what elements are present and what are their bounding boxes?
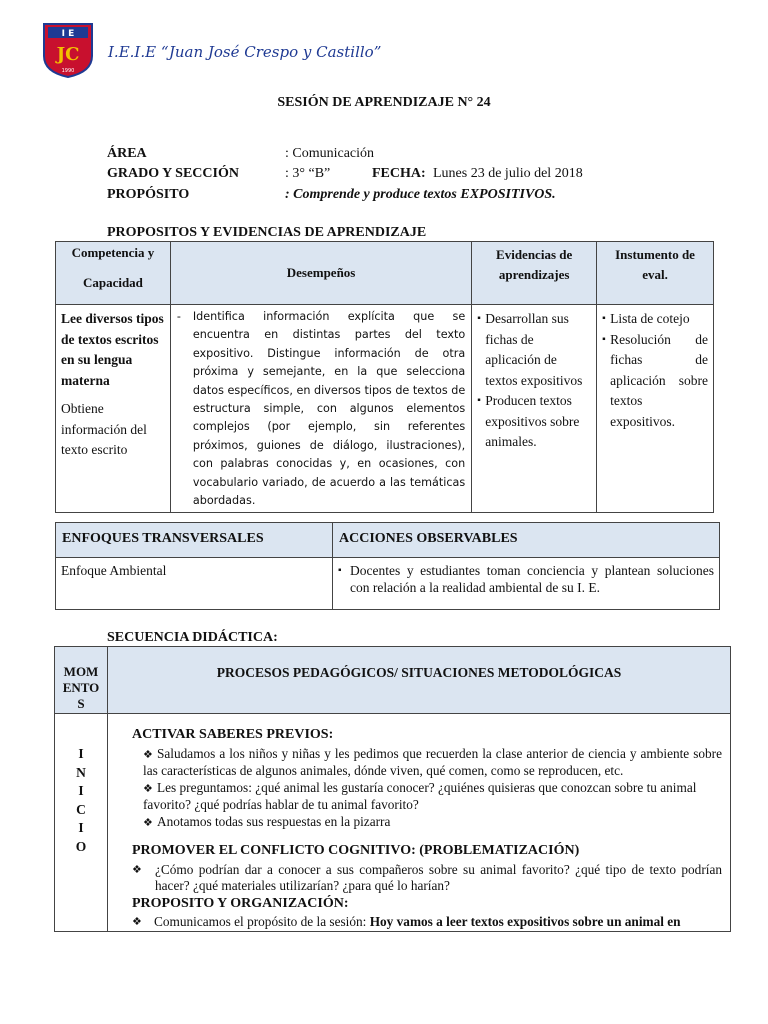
procesos-cell <box>108 714 731 932</box>
school-name: I.E.I.E “Juan José Crespo y Castillo” <box>108 43 382 61</box>
diamond-bullet-icon: ❖ <box>143 816 153 829</box>
proposito-value: : Comprende y produce textos EXPOSITIVOS. <box>285 187 556 202</box>
desempeno-dash: - <box>176 310 181 323</box>
instrumento-item: ▪ Lista de cotejo <box>602 309 708 330</box>
header-enfoques: ENFOQUES TRANSVERSALES <box>56 523 333 558</box>
area-value: : Comunicación <box>285 146 375 161</box>
header-evidencias: Evidencias de aprendizajes <box>472 242 597 305</box>
desempeno-text: Identifica información explícita que se encuentra en distintas partes del texto expositivo. Distingue información de otra próxima y semejante, en la que selecciona datos específicos, en diversos tipos de textos de estructura simple, con algunos elementos complejos (por ejemplo, sin referentes próximos, guiones de diálogo, ilustraciones), con palabras conocidas y, en ocasiones, con vocabulario variado, de acuerdo a las temáticas abordadas. <box>192 310 466 508</box>
area-label: ÁREA <box>107 146 147 161</box>
secuencia-table <box>54 646 731 932</box>
section-propositos-title: PROPOSITOS Y EVIDENCIAS DE APRENDIZAJE <box>107 225 427 240</box>
fecha-value: Lunes 23 de julio del 2018 <box>433 166 583 181</box>
enfoque-cell: Enfoque Ambiental <box>56 558 333 610</box>
diamond-bullet-icon: ❖ <box>143 782 153 795</box>
grado-value: : 3° “B” <box>285 166 331 181</box>
header-procesos: PROCESOS PEDAGÓGICOS/ SITUACIONES METODOLÓGICAS <box>108 647 731 714</box>
diamond-bullet-icon: ❖ <box>132 863 142 876</box>
proposito-label: PROPÓSITO <box>107 187 190 202</box>
instrumento-item: ▪ Resolución de fichas de aplicación sobre textos expositivos. <box>602 330 708 433</box>
session-title: SESIÓN DE APRENDIZAJE N° 24 <box>277 95 491 110</box>
activar-item: ❖ Les preguntamos: ¿qué animal les gustaría conocer? ¿quiénes quisieras que conozcan sobre tu animal favorito? ¿qué podrías hablar de tu animal favorito? <box>143 779 697 812</box>
diamond-bullet-icon: ❖ <box>143 748 153 761</box>
logo-monogram: JC <box>56 44 80 65</box>
propositos-table <box>55 241 714 513</box>
school-logo <box>42 22 94 78</box>
activar-item: ❖ Anotamos todas sus respuestas en la pizarra <box>143 814 722 832</box>
competencia-cell <box>56 305 171 513</box>
capacidad-text: Obtiene información del texto escrito <box>61 401 147 457</box>
evidencia-item: ▪ Desarrollan sus fichas de aplicación de textos expositivos <box>477 309 591 391</box>
momento-inicio: I N I C I O <box>55 714 108 932</box>
conflicto-item: ❖ ¿Cómo podrían dar a conocer a sus compañeros sobre su animal favorito? ¿qué tipo de texto podrían hacer? ¿qué materiales utilizarían? ¿para qué lo harían? <box>132 861 722 893</box>
diamond-bullet-icon: ❖ <box>132 916 142 928</box>
competencia-text: Lee diversos tipos de textos escritos en su lengua materna <box>61 311 164 388</box>
header-competencia: Competencia y Capacidad <box>56 242 171 305</box>
header-desempenos: Desempeños <box>170 242 471 305</box>
accion-cell <box>333 558 720 610</box>
instrumentos-cell <box>597 305 714 513</box>
conflicto-title: PROMOVER EL CONFLICTO COGNITIVO: (PROBLEMATIZACIÓN) <box>132 843 580 858</box>
header-momentos: MOM ENTO S <box>55 647 108 714</box>
fecha-label: FECHA: <box>372 166 426 181</box>
logo-year: 1990 <box>61 68 75 74</box>
proposito-item: ❖ Comunicamos el propósito de la sesión: Hoy vamos a leer textos expositivos sobre un animal en <box>132 914 681 929</box>
activar-title: ACTIVAR SABERES PREVIOS: <box>132 727 334 742</box>
proposito-title: PROPOSITO Y ORGANIZACIÓN: <box>132 895 349 911</box>
logo-top-text: I E <box>61 29 75 39</box>
header-instrumento: Instumento de eval. <box>597 242 714 305</box>
evidencia-item: ▪ Producen textos expositivos sobre animales. <box>477 391 591 453</box>
desempeno-cell <box>170 305 471 513</box>
enfoques-table <box>55 522 720 610</box>
evidencias-cell <box>472 305 597 513</box>
header-acciones: ACCIONES OBSERVABLES <box>333 523 720 558</box>
activar-list <box>132 746 722 832</box>
accion-item: ▪ Docentes y estudiantes toman conciencia y plantean soluciones con relación a la realidad ambiental de su I. E. <box>338 562 714 596</box>
section-secuencia-title: SECUENCIA DIDÁCTICA: <box>107 630 278 645</box>
activar-item: ❖ Saludamos a los niños y niñas y les pedimos que recuerden la clase anterior de ciencia y ambiente sobre las características de algunos animales, dónde viven, qué comen, como se reproducen, etc. <box>143 745 722 778</box>
grado-label: GRADO Y SECCIÓN <box>107 166 239 181</box>
